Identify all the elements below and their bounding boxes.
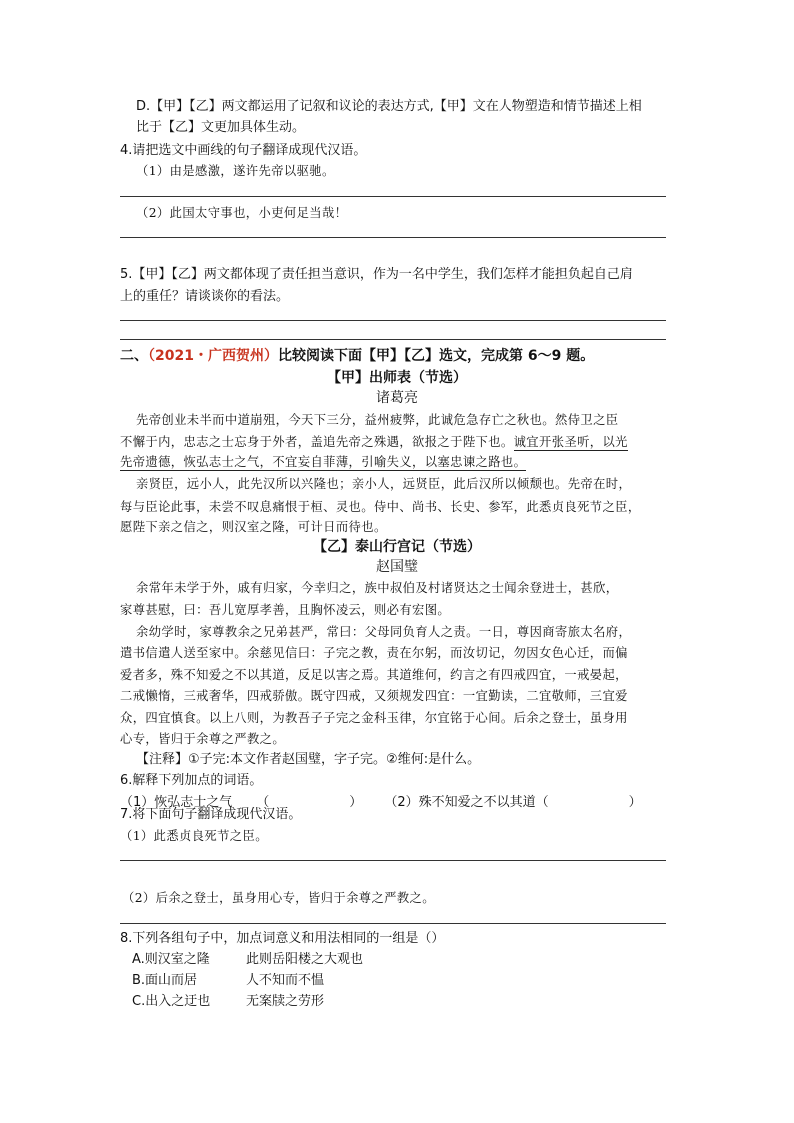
answer-line — [120, 923, 666, 924]
q6-answer-paren-close: ） — [628, 795, 642, 810]
q8-option-b-sentence-2: 人不知而不愠 — [246, 973, 325, 988]
q5-line1: 5.【甲】【乙】两文都体现了责任担当意识，作为一名中学生，我们怎样才能担负起自己肩 — [120, 267, 633, 282]
answer-line — [120, 339, 666, 340]
q6-answer-paren-close: ） — [349, 795, 363, 810]
text-a-p2-line1: 亲贤臣，远小人，此先汉所以兴隆也；亲小人，远贤臣，此后汉所以倾颓也。先帝在时， — [136, 477, 632, 491]
text-a-author: 诸葛亮 — [376, 390, 418, 406]
q4-sentence-1: （1）由是感激，遂许先帝以驱驰。 — [136, 164, 335, 178]
q3-option-d-line2: 比于【乙】文更加具体生动。 — [136, 120, 306, 135]
text-a-title: 【甲】出师表（节选） — [327, 370, 467, 386]
text-b-p1-line2: 家尊甚慰，曰：吾儿宽厚孝善，且胸怀凌云，则必有宏图。 — [120, 603, 451, 617]
section-2-prefix: 二、 — [120, 348, 148, 364]
q7-stem: 7.将下面句子翻译成现代汉语。 — [120, 807, 302, 822]
answer-line — [120, 196, 666, 197]
text-a-p1-line1: 先帝创业未半而中道崩殂，今天下三分，益州疲弊，此诚危急存亡之秋也。然侍卫之臣 — [136, 413, 619, 427]
text-b-p2-line3: 爱者多，殊不知爱之不以其道，反足以害之焉。其道维何，约言之有四戒四宜，一戒晏起， — [120, 668, 628, 682]
text-b-p1-line1: 余常年未学于外，戚有归家，今幸归之，族中叔伯及村诸贤达之士闻余登进士，甚欣， — [136, 581, 619, 595]
q6-stem: 6.解释下列加点的词语。 — [120, 773, 263, 788]
section-2-source: （2021・广西贺州） — [148, 348, 278, 364]
text-b-title: 【乙】泰山行宫记（节选） — [313, 539, 481, 555]
q5-line2: 上的重任？请谈谈你的看法。 — [120, 289, 290, 304]
text-b-author: 赵国璧 — [376, 559, 418, 575]
text-b-p2-line5: 众，四宜慎食。以上八则，为教吾子子完之金科玉律，尔宜铭于心间。后余之登士，虽身用 — [120, 711, 628, 725]
q8-stem: 8.下列各组句子中，加点词意义和用法相同的一组是（） — [120, 931, 445, 946]
q8-option-c — [132, 992, 324, 1012]
text-a-p1-line2-plain: 不懈于内，忠志之士忘身于外者，盖追先帝之殊遇，欲报之于陛下也。 — [120, 435, 514, 449]
q6-item-1: （1）恢弘志士之气 — [120, 795, 233, 810]
q4-stem: 4.请把选文中画线的句子翻译成现代汉语。 — [120, 143, 367, 158]
answer-line — [120, 320, 666, 321]
q8-option-a — [132, 950, 363, 970]
text-b-p2-line6: 心专，皆归于余尊之严教之。 — [120, 732, 286, 746]
text-b-annotation: 【注释】①子完:本文作者赵国璧，字子完。②维何:是什么。 — [136, 752, 481, 767]
section-2-instruction: 比较阅读下面【甲】【乙】选文，完成第 6～9 题。 — [277, 348, 595, 364]
q8-option-b-sentence-1: B.面山而居 — [132, 973, 198, 988]
q4-sentence-2: （2）此国太守事也，小吏何足当哉！ — [136, 206, 348, 220]
q8-option-c-sentence-2: 无案牍之劳形 — [246, 994, 325, 1009]
text-a-p1-line2 — [120, 432, 628, 452]
text-a-p2-line3: 愿陛下亲之信之，则汉室之隆，可计日而待也。 — [120, 520, 387, 534]
q6-answer-paren-open: （ — [256, 795, 270, 810]
q8-option-a-sentence-1: A.则汉室之隆 — [132, 952, 210, 967]
text-a-underlined-sentence-part1: 诚宜开张圣听，以光 — [513, 435, 628, 449]
q8-option-c-sentence-1: C.出入之迂也 — [132, 994, 211, 1009]
q8-option-a-sentence-2: 此则岳阳楼之大观也 — [246, 952, 364, 967]
section-2-heading — [120, 346, 594, 366]
text-b-p2-line4: 二戒懒惰，三戒奢华，四戒骄傲。既守四戒，又须规发四宜：一宜勤读，二宜敬师，三宜爱 — [120, 689, 628, 703]
q7-sentence-1: （1）此悉贞良死节之臣。 — [120, 829, 268, 843]
q7-sentence-2: （2）后余之登士，虽身用心专，皆归于余尊之严教之。 — [122, 891, 435, 905]
text-a-p1-line3 — [120, 452, 526, 472]
text-a-p2-line2: 每与臣论此事，未尝不叹息痛恨于桓、灵也。侍中、尚书、长史、参军，此悉贞良死节之臣， — [120, 500, 641, 514]
q6-answer-paren-open: （ — [535, 795, 549, 810]
q6-item-2: （2）殊不知爱之不以其道 — [384, 795, 536, 810]
text-b-p2-line2: 遣书信遣人送至家中。余慈见信曰：子完之教，责在尔躬，而汝切记，勿因女色心迁，而偏 — [120, 646, 628, 660]
text-b-p2-line1: 余幼学时，家尊教余之兄弟甚严，常曰：父母同负育人之责。一日，尊因商寄旅太名府， — [136, 625, 632, 639]
answer-line — [120, 237, 666, 238]
text-a-underlined-sentence-part2: 先帝遗德，恢弘志士之气，不宜妄自菲薄，引喻失义，以塞忠谏之路也。 — [120, 455, 527, 469]
q3-option-d-line1: D.【甲】【乙】两文都运用了记叙和议论的表达方式,【甲】文在人物塑造和情节描述上相 — [136, 99, 642, 114]
q8-option-b — [132, 971, 324, 991]
answer-line — [120, 860, 666, 861]
